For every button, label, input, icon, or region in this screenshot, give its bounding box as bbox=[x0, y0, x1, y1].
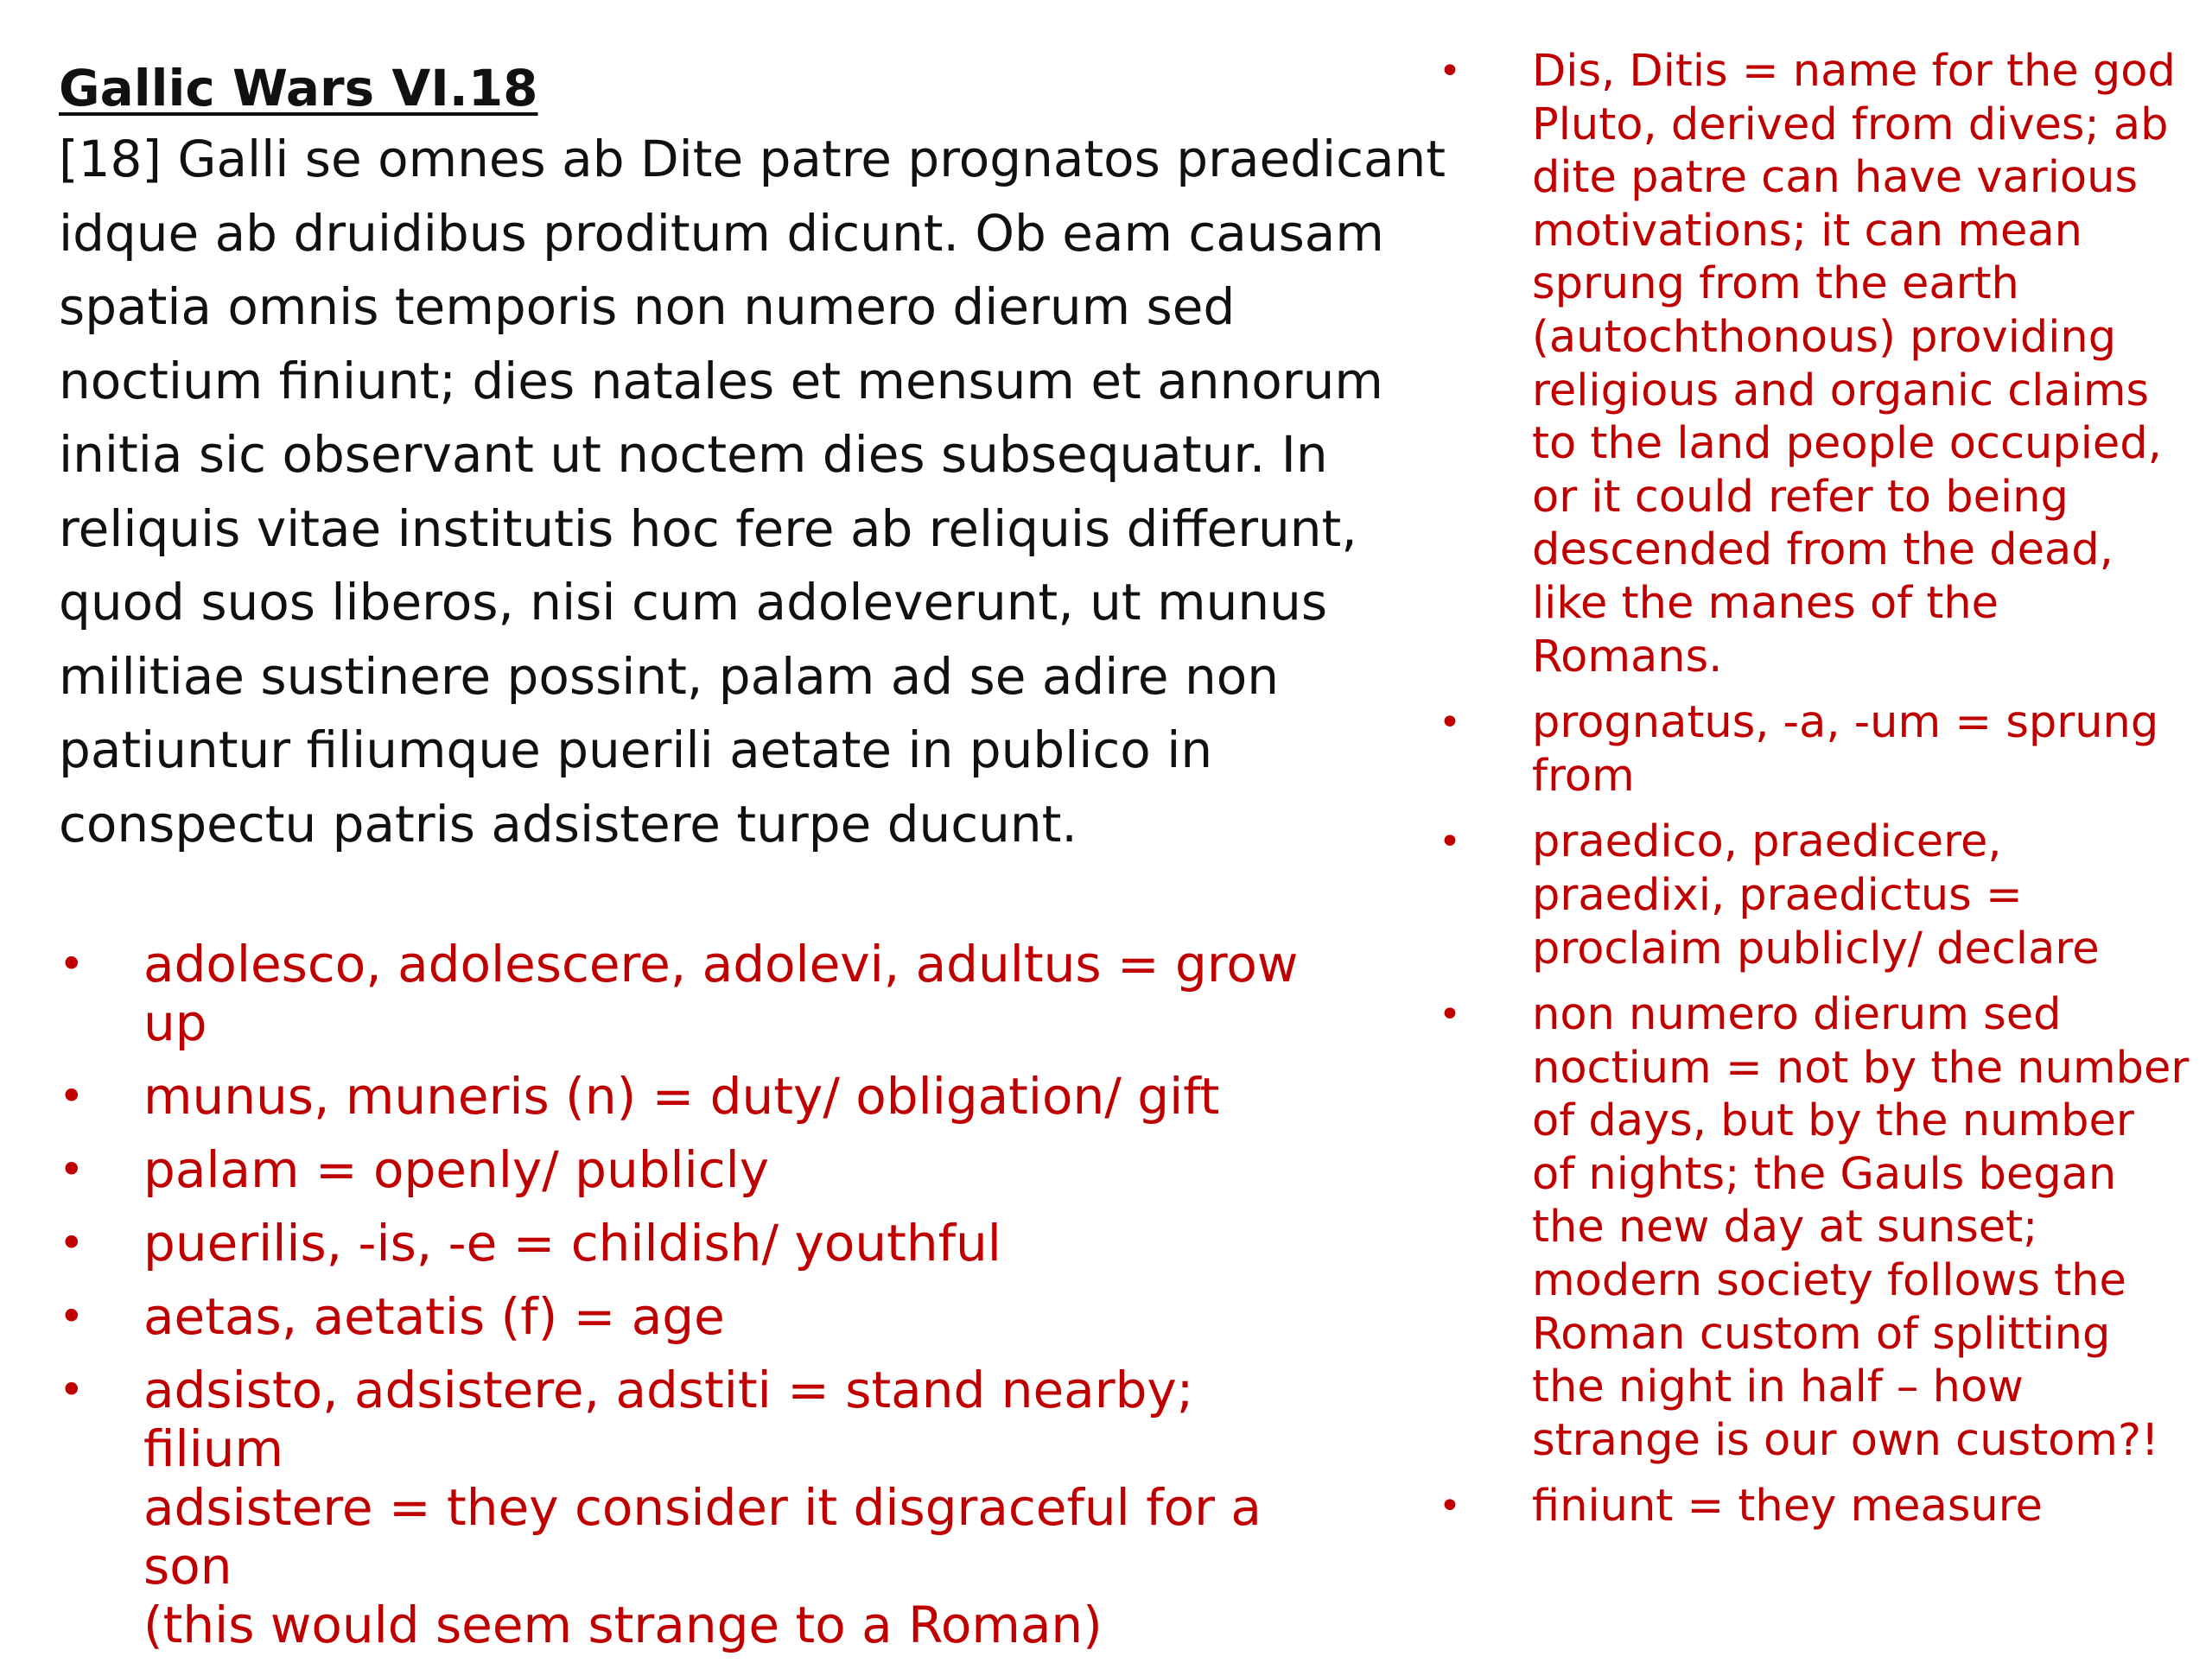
bullet-icon: • bbox=[59, 1218, 85, 1268]
vocab-line: non numero dierum sed bbox=[1532, 989, 2062, 1041]
vocab-item-puerilis bbox=[59, 1214, 1346, 1272]
vocab-line: to the land people occupied, bbox=[1532, 418, 2162, 470]
bullet-icon: • bbox=[1439, 993, 1461, 1038]
vocab-line: adsistere = they consider it disgraceful for a son bbox=[143, 1478, 1262, 1596]
vocab-line: the night in half – how bbox=[1532, 1361, 2024, 1413]
vocab-line: praedico, praedicere, bbox=[1532, 816, 2002, 868]
vocab-line: adsisto, adsistere, adstiti = stand nearby; filium bbox=[143, 1361, 1194, 1478]
vocab-line: (this would seem strange to a Roman) bbox=[143, 1596, 1103, 1654]
vocab-line: praedixi, praedictus = bbox=[1532, 869, 2023, 921]
vocab-line: prognatus, -a, -um = sprung bbox=[1532, 697, 2159, 749]
passage-line: [18] Galli se omnes ab Dite patre prognatos praedicant bbox=[59, 130, 1446, 188]
vocab-line: finiunt = they measure bbox=[1532, 1481, 2043, 1533]
vocab-line: or it could refer to being bbox=[1532, 471, 2069, 523]
vocab-line: Roman custom of splitting bbox=[1532, 1308, 2111, 1360]
bullet-icon: • bbox=[1439, 820, 1461, 865]
vocab-item-palam bbox=[59, 1140, 1346, 1199]
vocab-line: of nights; the Gauls began bbox=[1532, 1148, 2117, 1200]
bullet-icon: • bbox=[59, 1071, 85, 1121]
vocab-line: (autochthonous) providing bbox=[1532, 311, 2117, 363]
vocab-line: puerilis, -is, -e = childish/ youthful bbox=[143, 1214, 1001, 1272]
vocab-line: religious and organic claims bbox=[1532, 365, 2150, 416]
bullet-icon: • bbox=[59, 1365, 85, 1415]
latin-passage bbox=[59, 123, 1450, 861]
passage-line: spatia omnis temporis non numero dierum sed bbox=[59, 277, 1236, 336]
vocab-line: descended from the dead, bbox=[1532, 524, 2113, 576]
bullet-icon: • bbox=[1439, 1484, 1461, 1529]
vocab-line: adolesco, adolescere, adolevi, adultus = grow bbox=[143, 935, 1299, 993]
vocab-line: noctium = not by the number bbox=[1532, 1042, 2190, 1094]
vocab-line: up bbox=[143, 993, 207, 1052]
vocab-item-munus bbox=[59, 1067, 1346, 1126]
vocab-item-adolesco bbox=[59, 935, 1346, 1052]
passage-line: patiuntur filiumque puerili aetate in publico in bbox=[59, 720, 1213, 779]
left-vocab-list bbox=[59, 935, 1346, 1669]
vocab-item-adsisto bbox=[59, 1361, 1346, 1654]
vocab-line: palam = openly/ publicly bbox=[143, 1140, 770, 1199]
slide-title: Gallic Wars VI.18 bbox=[59, 59, 538, 117]
passage-line: initia sic observant ut noctem dies subsequatur. In bbox=[59, 425, 1328, 484]
vocab-line: Dis, Ditis = name for the god bbox=[1532, 46, 2176, 97]
vocab-line: like the manes of the bbox=[1532, 577, 1999, 629]
vocab-line: aetas, aetatis (f) = age bbox=[143, 1287, 725, 1346]
vocab-item-dis bbox=[1439, 45, 2203, 683]
vocab-line: dite patre can have various bbox=[1532, 152, 2139, 204]
passage-line: quod suos liberos, nisi cum adoleverunt, ut munus bbox=[59, 573, 1328, 631]
vocab-line: modern society follows the bbox=[1532, 1255, 2126, 1307]
vocab-item-finiunt bbox=[1439, 1480, 2203, 1533]
vocab-item-praedico bbox=[1439, 815, 2203, 975]
vocab-line: the new day at sunset; bbox=[1532, 1202, 2038, 1253]
vocab-line: proclaim publicly/ declare bbox=[1532, 923, 2100, 974]
vocab-line: from bbox=[1532, 750, 1635, 802]
bullet-icon: • bbox=[1439, 49, 1461, 93]
bullet-icon: • bbox=[1439, 701, 1461, 746]
passage-line: militiae sustinere possint, palam ad se adire non bbox=[59, 646, 1280, 706]
passage-line: reliquis vitae institutis hoc fere ab reliquis differunt, bbox=[59, 498, 1357, 558]
bullet-icon: • bbox=[59, 939, 85, 989]
passage-line: idque ab druidibus proditum dicunt. Ob eam causam bbox=[59, 203, 1384, 263]
vocab-line: strange is our own custom?! bbox=[1532, 1414, 2159, 1466]
bullet-icon: • bbox=[59, 1145, 85, 1195]
vocab-item-prognatus bbox=[1439, 696, 2203, 803]
vocab-line: motivations; it can mean bbox=[1532, 205, 2082, 257]
passage-column bbox=[59, 54, 1450, 861]
right-vocab-list bbox=[1439, 45, 2203, 1546]
passage-line: noctium finiunt; dies natales et mensum et annorum bbox=[59, 351, 1383, 410]
passage-line: conspectu patris adsistere turpe ducunt. bbox=[59, 794, 1077, 854]
vocab-line: Pluto, derived from dives; ab bbox=[1532, 98, 2169, 150]
vocab-item-aetas bbox=[59, 1287, 1346, 1346]
vocab-line: munus, muneris (n) = duty/ obligation/ gift bbox=[143, 1067, 1220, 1126]
vocab-line: sprung from the earth bbox=[1532, 258, 2019, 310]
bullet-icon: • bbox=[59, 1291, 85, 1342]
vocab-line: of days, but by the number bbox=[1532, 1095, 2134, 1147]
vocab-item-non-numero bbox=[1439, 988, 2203, 1467]
vocab-line: Romans. bbox=[1532, 631, 1723, 682]
